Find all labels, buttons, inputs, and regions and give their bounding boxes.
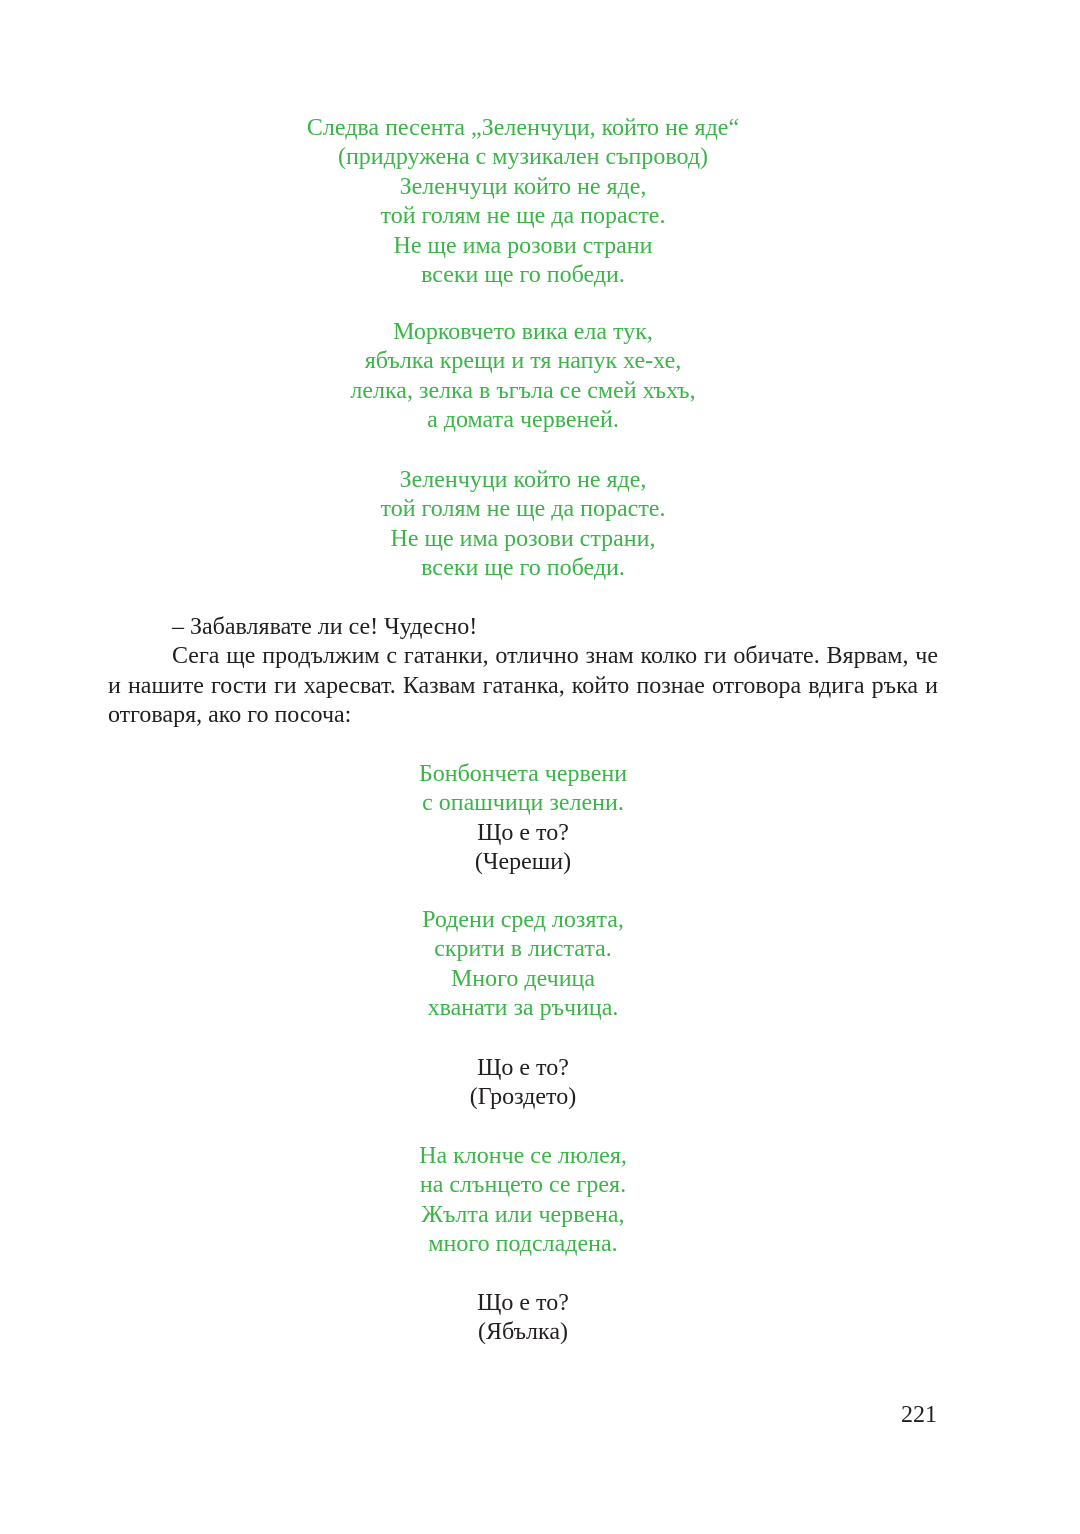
verse-line: всеки ще го победи. — [421, 555, 625, 582]
riddle-answer: (Ябълка) — [478, 1319, 568, 1346]
prose-paragraph: Сега ще продължим с гатанки, отлично знам колко ги обичате. Вярвам, че и нашите гости ги харесват. Казвам гатанка, който познае отговора вдига ръка и отговаря, ако го посоча: — [108, 643, 938, 729]
song-intro-line: Следва песента „Зеленчуци, който не яде“ — [306, 115, 740, 141]
prose-section — [108, 613, 938, 731]
riddle-verse-line: хванати за ръчица. — [427, 995, 619, 1022]
verse-line: лелка, зелка в ъгъла се смей хъхъ, — [350, 377, 696, 404]
riddle-question: Що е то? — [477, 1055, 569, 1081]
riddle-verse-line: Бонбончета червени — [418, 761, 628, 787]
riddle-verse-line: Много дечица — [450, 965, 596, 992]
riddle-3-answer-block — [108, 1289, 938, 1348]
riddle-verse-line: На клонче се люлея, — [419, 1143, 627, 1169]
song-intro-line: (придружена с музикален съпровод) — [337, 144, 709, 171]
riddle-2-answer-block — [108, 1054, 938, 1113]
riddle-2 — [108, 906, 938, 1024]
song-stanza-2 — [108, 318, 938, 436]
song-intro — [108, 114, 938, 290]
riddle-question: Що е то? — [477, 819, 569, 846]
verse-line: той голям не ще да порасте. — [380, 496, 666, 523]
verse-line: Зеленчуци който не яде, — [399, 467, 647, 493]
verse-line: а домата червеней. — [427, 407, 619, 434]
riddle-answer: (Череши) — [474, 849, 572, 876]
verse-line: ябълка крещи и тя напук хе-хе, — [364, 348, 682, 375]
verse-line: Морковчето вика ела тук, — [393, 319, 653, 345]
riddle-verse-line: много подсладена. — [428, 1231, 618, 1258]
verse-line: Зеленчуци който не яде, — [399, 173, 647, 200]
riddle-verse-line: Родени сред лозята, — [422, 907, 624, 933]
riddle-3 — [108, 1142, 938, 1260]
riddle-verse-line: скрити в листата. — [434, 936, 612, 963]
riddle-question: Що е то? — [477, 1290, 569, 1316]
verse-line: Не ще има розови страни — [393, 232, 653, 259]
riddle-verse-line: Жълта или червена, — [421, 1201, 625, 1228]
verse-line: Не ще има розови страни, — [390, 525, 656, 552]
riddle-answer: (Гроздето) — [469, 1084, 577, 1111]
verse-line: всеки ще го победи. — [421, 262, 625, 289]
riddle-1 — [108, 760, 938, 878]
song-stanza-3 — [108, 466, 938, 584]
prose-paragraph: – Забавлявате ли се! Чудесно! — [172, 614, 478, 640]
page-number: 221 — [901, 1402, 937, 1428]
verse-line: той голям не ще да порасте. — [380, 203, 666, 230]
riddle-verse-line: на слънцето се грея. — [419, 1172, 627, 1199]
riddle-verse-line: с опашчици зелени. — [422, 790, 624, 817]
